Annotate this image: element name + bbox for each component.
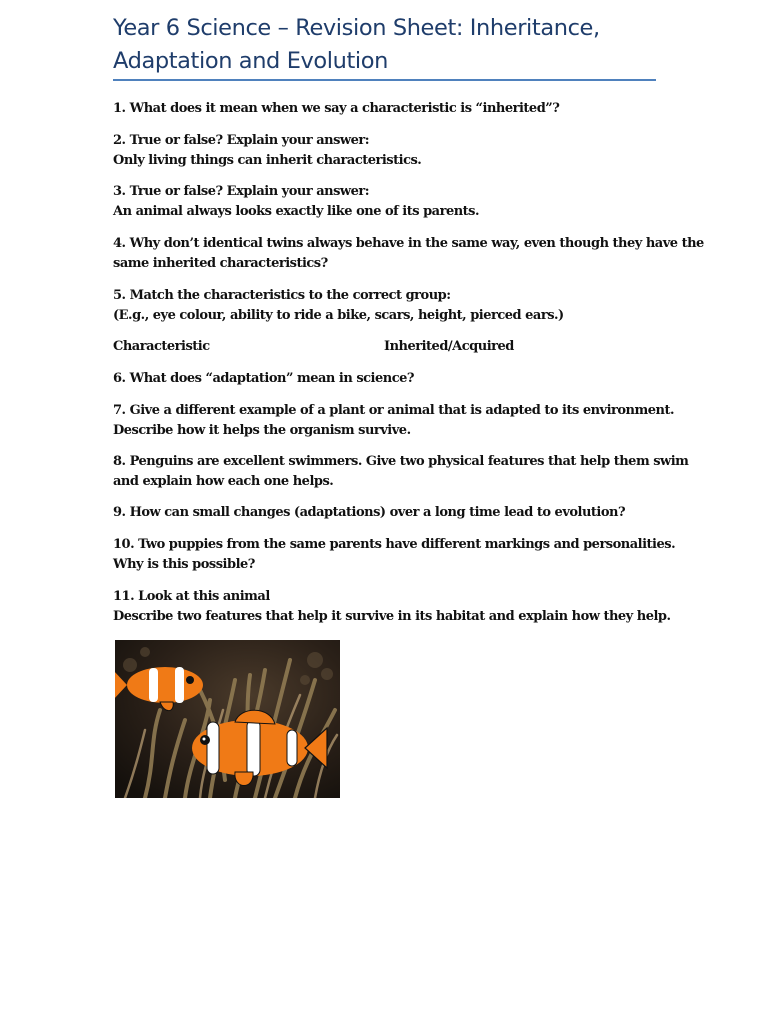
question-7: [113, 401, 673, 440]
question-3-statement: An animal always looks exactly like one of its parents.: [113, 203, 480, 219]
question-2-statement: Only living things can inherit characteristics.: [113, 152, 422, 168]
question-4-line-1: 4. Why don’t identical twins always behave in the same way, even though they have the: [113, 236, 704, 251]
question-8: [113, 452, 689, 491]
clownfish-image: [115, 640, 340, 798]
question-10-line-1: 10. Two puppies from the same parents have different markings and personalities.: [113, 537, 676, 552]
question-9-text: 9. How can small changes (adaptations) over a long time lead to evolution?: [113, 505, 626, 520]
question-10: [113, 535, 676, 574]
question-10-line-2: Why is this possible?: [113, 556, 255, 572]
question-2: [113, 131, 673, 170]
question-1-text: 1. What does it mean when we say a characteristic is “inherited”?: [113, 101, 560, 116]
question-4: [113, 234, 704, 273]
question-7-line-1: 7. Give a different example of a plant or animal that is adapted to its environment.: [113, 403, 675, 418]
column-inherited-acquired: Inherited/Acquired: [384, 339, 514, 354]
question-11-line-1: 11. Look at this animal: [113, 589, 270, 604]
clownfish-photo: [115, 640, 340, 798]
title-underline: [113, 79, 656, 81]
question-4-line-2: same inherited characteristics?: [113, 255, 328, 271]
title-line-1: Year 6 Science – Revision Sheet: Inheritance,: [113, 15, 600, 41]
question-6: [113, 369, 673, 389]
match-table-header: [113, 337, 658, 357]
column-characteristic: Characteristic: [113, 339, 210, 354]
question-5-prompt: 5. Match the characteristics to the correct group:: [113, 288, 451, 303]
question-11: [113, 587, 673, 626]
page-title: [113, 12, 673, 78]
question-11-line-2: Describe two features that help it survive in its habitat and explain how they help.: [113, 608, 671, 624]
question-3-prompt: 3. True or false? Explain your answer:: [113, 184, 370, 199]
question-3: [113, 182, 673, 221]
question-5: [113, 286, 673, 325]
question-2-prompt: 2. True or false? Explain your answer:: [113, 133, 370, 148]
question-8-line-2: and explain how each one helps.: [113, 473, 334, 489]
question-7-line-2: Describe how it helps the organism survive.: [113, 422, 411, 438]
question-8-line-1: 8. Penguins are excellent swimmers. Give two physical features that help them swim: [113, 454, 689, 469]
question-9: [113, 503, 673, 523]
question-5-examples: (E.g., eye colour, ability to ride a bike, scars, height, pierced ears.): [113, 307, 564, 323]
question-1: [113, 99, 673, 119]
question-6-text: 6. What does “adaptation” mean in science?: [113, 371, 415, 386]
title-line-2: Adaptation and Evolution: [113, 48, 389, 74]
